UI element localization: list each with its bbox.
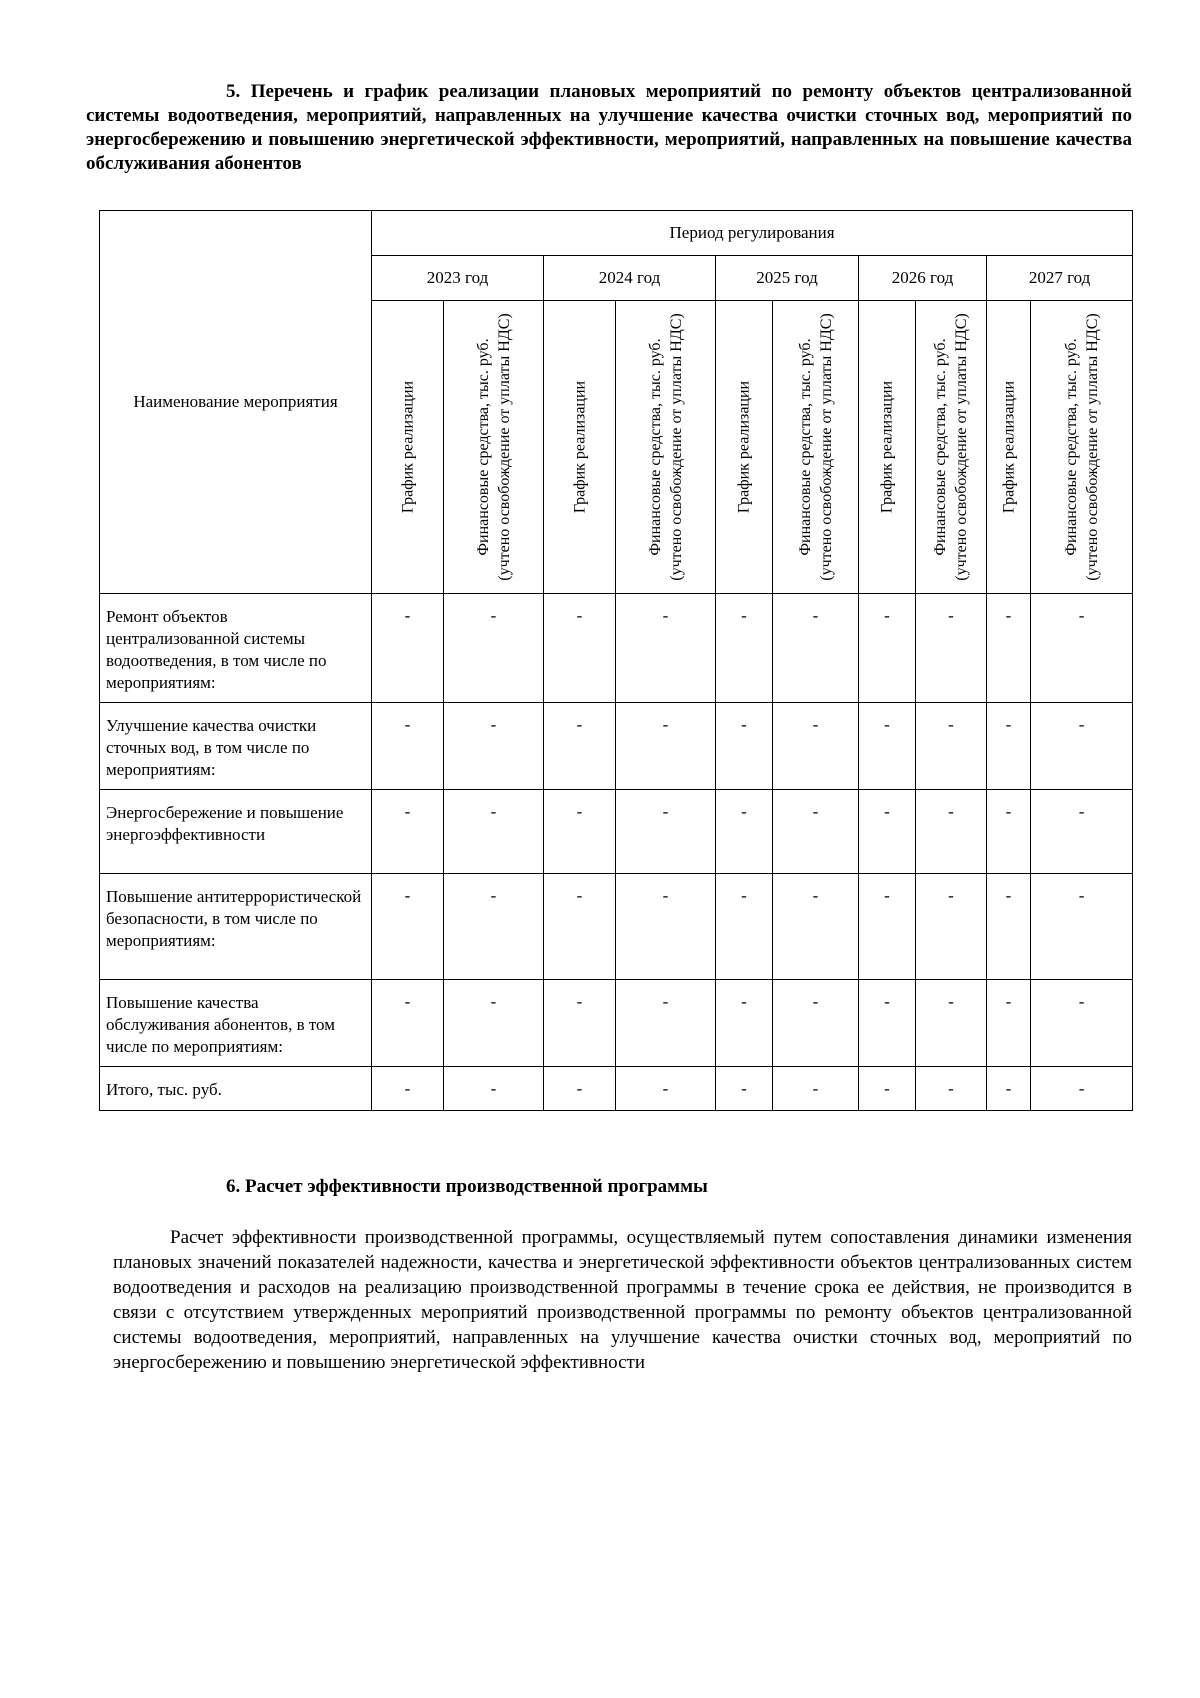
schedule-subheader-text: График реализации (878, 380, 896, 514)
finance-subheader-text: Финансовые средства, тыс. руб. (учтено освобождение от уплаты НДС) (1062, 313, 1101, 581)
row-value: - (544, 874, 616, 980)
section-6-paragraph: Расчет эффективности производственной программы, осуществляемый путем сопоставления динамики изменения плановых значений показателей надежности, качества и энергетической эффективности объектов централизованных систем водоотведения и расходов на реализацию производственной программы в течение срока ее действия, не производится в связи с отсутствием утвержденных мероприятий производственной программы по ремонту объектов централизованной системы водоотведения, мероприятий, направленных на улучшение качества очистки сточных вод, мероприятий по энергосбережению и повышению энергетической эффективности (113, 1227, 1132, 1373)
row-value: - (916, 594, 987, 703)
row-value: - (444, 1067, 544, 1111)
row-value: - (716, 874, 773, 980)
finance-subheader (616, 301, 716, 594)
schedule-subheader (544, 301, 616, 594)
row-value: - (544, 594, 616, 703)
name-column-header: Наименование мероприятия (100, 211, 372, 594)
year-header: 2024 год (544, 256, 716, 301)
schedule-subheader-text: График реализации (1000, 380, 1017, 514)
row-value: - (987, 874, 1031, 980)
row-value: - (859, 703, 916, 790)
year-header: 2023 год (372, 256, 544, 301)
row-name: Ремонт объектов централизованной системы водоотведения, в том числе по мероприятиям: (100, 594, 372, 703)
row-value: - (987, 703, 1031, 790)
row-value: - (987, 594, 1031, 703)
row-value: - (616, 594, 716, 703)
row-value: - (773, 1067, 859, 1111)
row-value: - (916, 874, 987, 980)
row-value: - (773, 594, 859, 703)
row-value: - (544, 703, 616, 790)
row-value: - (773, 980, 859, 1067)
row-value: - (372, 703, 444, 790)
schedule-subheader-text: График реализации (571, 380, 588, 514)
row-name: Улучшение качества очистки сточных вод, в том числе по мероприятиям: (100, 703, 372, 790)
row-value: - (544, 790, 616, 874)
row-value: - (859, 1067, 916, 1111)
table-row (100, 1067, 1133, 1111)
row-value: - (916, 790, 987, 874)
row-name: Повышение качества обслуживания абонентов, в том числе по мероприятиям: (100, 980, 372, 1067)
row-value: - (372, 874, 444, 980)
table-row (100, 790, 1133, 874)
row-value: - (773, 790, 859, 874)
row-name: Повышение антитеррористической безопасности, в том числе по мероприятиям: (100, 874, 372, 980)
row-value: - (444, 594, 544, 703)
row-value: - (773, 874, 859, 980)
row-value: - (372, 594, 444, 703)
row-value: - (987, 980, 1031, 1067)
plan-table (99, 210, 1133, 1111)
row-value: - (544, 1067, 616, 1111)
finance-subheader (916, 301, 987, 594)
row-value: - (444, 874, 544, 980)
row-value: - (1031, 790, 1133, 874)
row-value: - (616, 1067, 716, 1111)
schedule-subheader-text: График реализации (399, 380, 416, 514)
row-value: - (616, 790, 716, 874)
year-header: 2025 год (716, 256, 859, 301)
row-value: - (716, 980, 773, 1067)
section-5-heading: 5. Перечень и график реализации плановых мероприятий по ремонту объектов централизованной системы водоотведения, мероприятий, направленных на улучшение качества очистки сточных вод, мероприятий по энергосбережению и повышению энергетической эффективности, мероприятий, направленных на повышение качества обслуживания абонентов (86, 81, 1132, 174)
schedule-subheader-text: График реализации (735, 380, 753, 514)
row-name: Энергосбережение и повышение энергоэффективности (100, 790, 372, 874)
row-value: - (372, 980, 444, 1067)
row-value: - (1031, 594, 1133, 703)
table-row (100, 874, 1133, 980)
row-value: - (716, 790, 773, 874)
row-value: - (1031, 980, 1133, 1067)
year-header: 2027 год (987, 256, 1133, 301)
row-value: - (716, 594, 773, 703)
row-value: - (544, 980, 616, 1067)
row-value: - (444, 790, 544, 874)
row-name: Итого, тыс. руб. (100, 1067, 372, 1111)
row-value: - (859, 980, 916, 1067)
row-value: - (716, 703, 773, 790)
schedule-subheader (372, 301, 444, 594)
table-row (100, 980, 1133, 1067)
row-value: - (616, 980, 716, 1067)
row-value: - (859, 874, 916, 980)
row-value: - (859, 790, 916, 874)
row-value: - (916, 980, 987, 1067)
finance-subheader-text: Финансовые средства, тыс. руб. (учтено освобождение от уплаты НДС) (646, 313, 685, 581)
row-value: - (859, 594, 916, 703)
period-header: Период регулирования (372, 211, 1133, 256)
finance-subheader (1031, 301, 1133, 594)
table-row (100, 703, 1133, 790)
year-header: 2026 год (859, 256, 987, 301)
finance-subheader (444, 301, 544, 594)
finance-subheader-text: Финансовые средства, тыс. руб. (учтено освобождение от уплаты НДС) (932, 313, 970, 581)
section-6-heading: 6. Расчет эффективности производственной программы (226, 1176, 708, 1197)
finance-subheader (773, 301, 859, 594)
row-value: - (1031, 1067, 1133, 1111)
row-value: - (916, 703, 987, 790)
row-value: - (1031, 703, 1133, 790)
row-value: - (616, 874, 716, 980)
row-value: - (773, 703, 859, 790)
row-value: - (1031, 874, 1133, 980)
row-value: - (987, 1067, 1031, 1111)
row-value: - (616, 703, 716, 790)
schedule-subheader (716, 301, 773, 594)
finance-subheader-text: Финансовые средства, тыс. руб. (учтено освобождение от уплаты НДС) (796, 313, 835, 581)
row-value: - (372, 790, 444, 874)
schedule-subheader (987, 301, 1031, 594)
row-value: - (916, 1067, 987, 1111)
row-value: - (716, 1067, 773, 1111)
row-value: - (987, 790, 1031, 874)
table-row (100, 594, 1133, 703)
row-value: - (444, 980, 544, 1067)
schedule-subheader (859, 301, 916, 594)
row-value: - (372, 1067, 444, 1111)
finance-subheader-text: Финансовые средства, тыс. руб. (учтено освобождение от уплаты НДС) (474, 313, 513, 581)
row-value: - (444, 703, 544, 790)
